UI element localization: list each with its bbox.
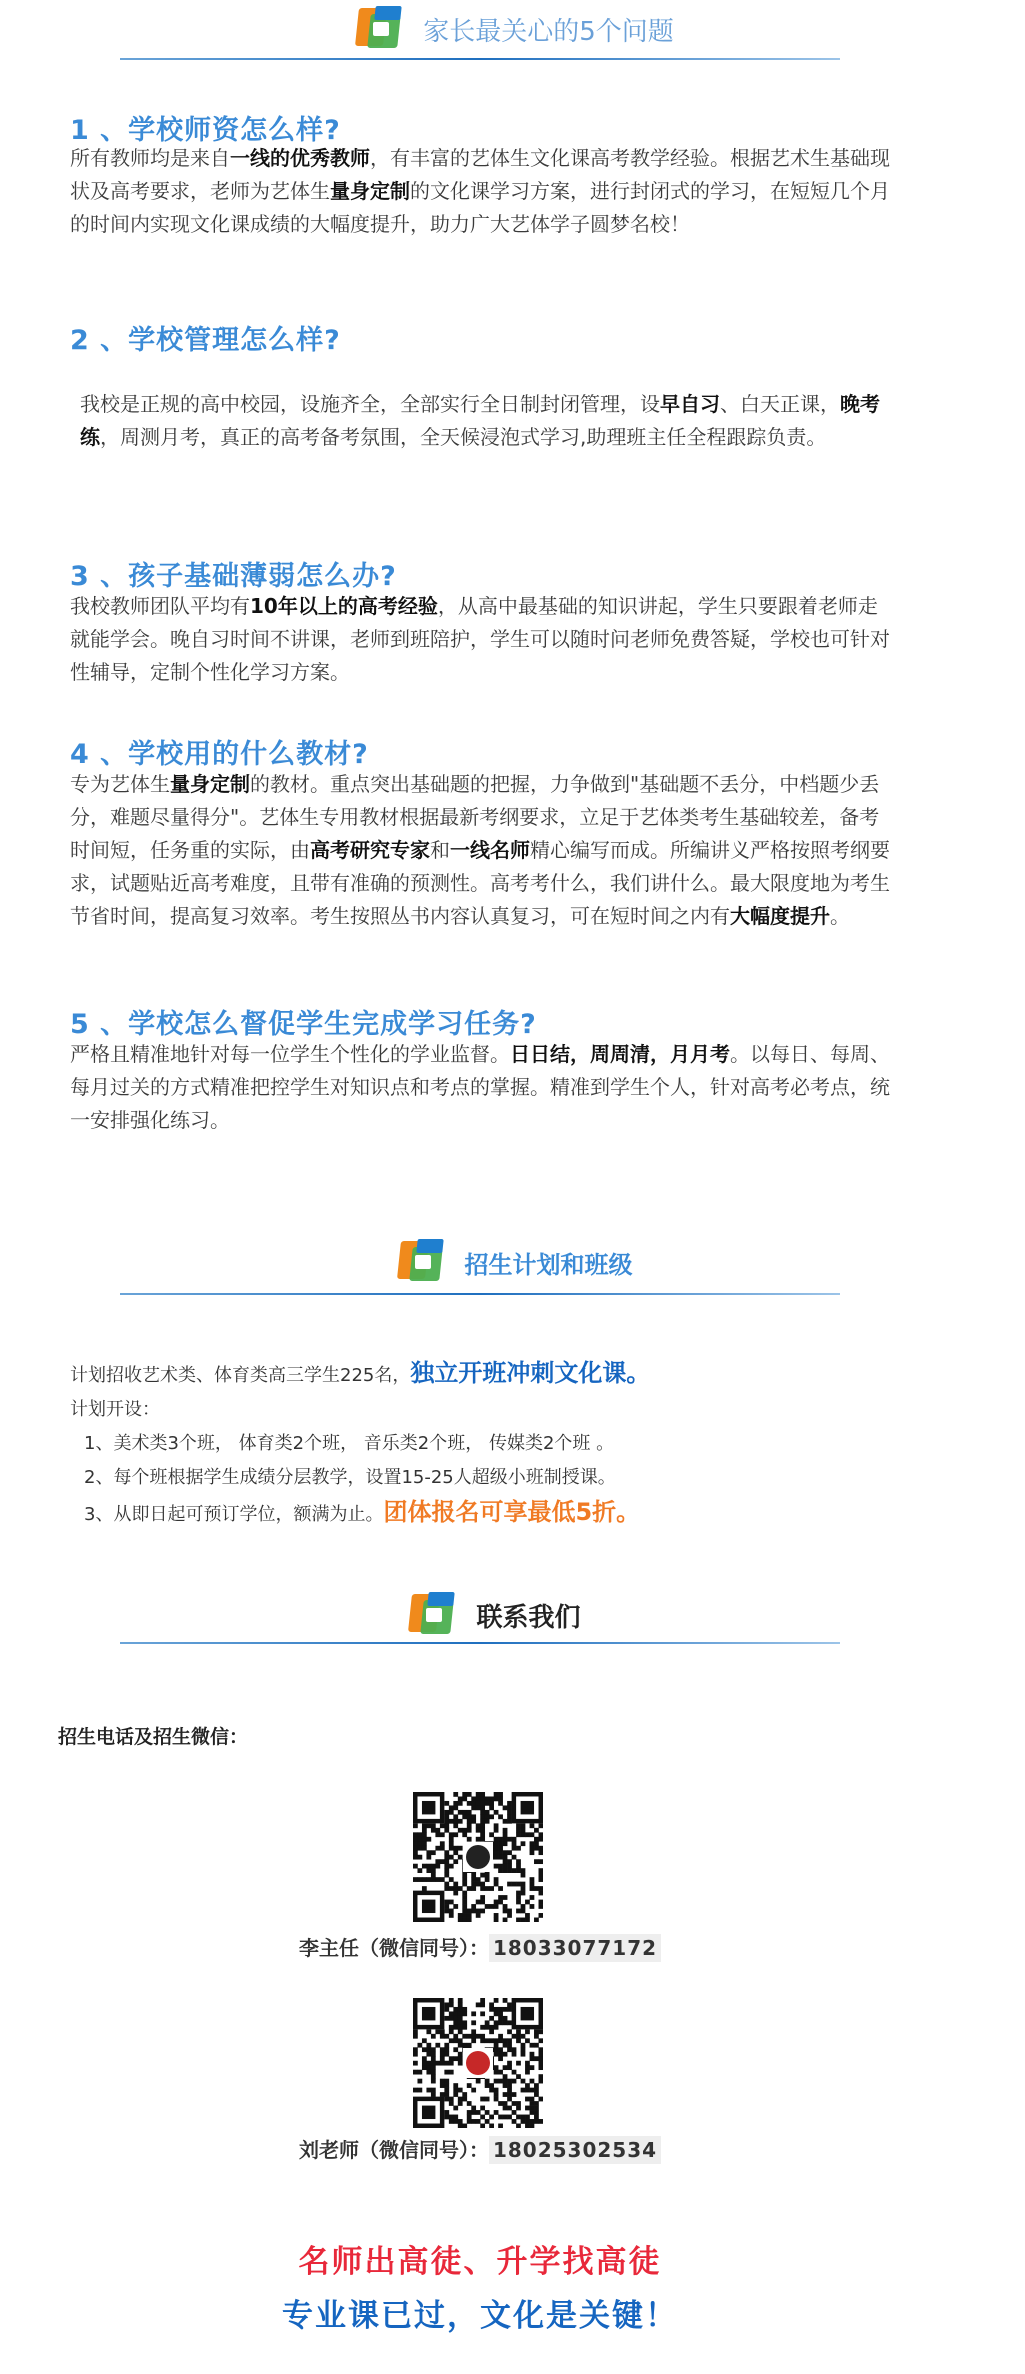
question-title-1: 1 、学校师资怎么样? xyxy=(70,115,341,146)
emphasis-text: 量身定制 xyxy=(330,179,410,203)
plan-intro-highlight: 独立开班冲刺文化课 xyxy=(410,1359,627,1387)
plan-item-2: 2、每个班根据学生成绩分层教学，设置15-25人超级小班制授课。 xyxy=(84,1467,616,1488)
emphasis-text: 晚考练 xyxy=(80,392,880,449)
answer-paragraph-2 xyxy=(80,388,880,454)
paragraph-text: 专为艺体生 xyxy=(70,772,170,796)
paragraph-text: 。以每日、每周、每月过关的方式精准把控学生对知识点和考点的掌握。精准到学生个人，针对高考必考点，统一安排强化练习。 xyxy=(70,1042,890,1132)
divider-line xyxy=(120,58,840,60)
answer-paragraph-4 xyxy=(70,768,890,933)
section-title: 联系我们 xyxy=(476,1602,581,1633)
contact-label: 招生电话及招生微信： xyxy=(58,1726,249,1748)
plan-item-3 xyxy=(70,1495,930,1532)
section-header-contact xyxy=(0,1590,1025,1640)
paragraph-text: ，周测月考，真正的高考备考氛围，全天候浸泡式学习,助理班主任全程跟踪负责。 xyxy=(100,425,827,449)
contact-phone-2[interactable]: 18025302534 xyxy=(489,2136,661,2164)
slogan-line-2: 专业课已过，文化是关键！ xyxy=(282,2298,678,2334)
school-logo-icon xyxy=(351,4,409,54)
paragraph-text: 我校教师团队平均有 xyxy=(70,594,250,618)
divider-line xyxy=(120,1642,840,1644)
plan-item-3-text: 3、从即日起可预订学位，额满为止。 xyxy=(84,1504,384,1525)
paragraph-text: 的文化课学习方案，进行封闭式的学习，在短短几个月的时间内实现文化课成绩的大幅度提升，助力广大艺体学子圆梦名校！ xyxy=(70,179,890,236)
slogan-line-1: 名师出高徒、升学找高徒 xyxy=(298,2244,662,2280)
paragraph-text: 所有教师均是来自 xyxy=(70,146,230,170)
emphasis-text: 高考研究专家 xyxy=(310,838,430,862)
contact-phone-1[interactable]: 18033077172 xyxy=(489,1934,661,1962)
contact-line-1 xyxy=(0,1932,960,1961)
enrollment-plan xyxy=(70,1356,930,1532)
plan-intro xyxy=(70,1356,930,1393)
wechat-qr-code-icon xyxy=(413,1998,543,2128)
paragraph-text: 我校是正规的高中校园，设施齐全，全部实行全日制封闭管理，设 xyxy=(80,392,660,416)
contact-person-1: 李主任（微信同号）： xyxy=(298,1936,489,1960)
paragraph-text: 精心编写而成。所编讲义严格按照考纲要求，试题贴近高考难度，且带有准确的预测性。高考考什么，我们讲什么。最大限度地为考生节省时间，提高复习效率。考生按照丛书内容认真复习，可在短时间之内有 xyxy=(70,838,890,928)
question-title-5: 5 、学校怎么督促学生完成学习任务? xyxy=(70,1009,537,1040)
plan-item-1: 1、美术类3个班， 体育类2个班， 音乐类2个班， 传媒类2个班 。 xyxy=(84,1433,615,1454)
wechat-qr-code-icon xyxy=(413,1792,543,1922)
emphasis-text: 一线名师 xyxy=(450,838,530,862)
question-title-2: 2 、学校管理怎么样? xyxy=(70,325,341,356)
answer-paragraph-1 xyxy=(70,142,890,241)
section-title: 招生计划和班级 xyxy=(464,1250,633,1279)
plan-label: 计划开设： xyxy=(70,1399,160,1420)
paragraph-text: 和 xyxy=(430,838,450,862)
emphasis-text: 大幅度提升 xyxy=(730,904,830,928)
emphasis-text: 10年以上的高考经验 xyxy=(250,594,438,618)
plan-item-3-highlight: 团体报名可享最低5折。 xyxy=(383,1498,641,1526)
paragraph-text: ，有丰富的艺体生文化课高考教学经验。根据艺术生基础现状及高考要求，老师为艺体生 xyxy=(70,146,890,203)
paragraph-text: 。 xyxy=(830,904,850,928)
emphasis-text: 一线的优秀教师 xyxy=(230,146,370,170)
question-title-4: 4 、学校用的什么教材? xyxy=(70,739,369,770)
paragraph-text: ，从高中最基础的知识讲起，学生只要跟着老师走就能学会。晚自习时间不讲课，老师到班陪护，学生可以随时问老师免费答疑，学校也可针对性辅导，定制个性化学习方案。 xyxy=(70,594,890,684)
emphasis-text: 日日结，周周清，月月考 xyxy=(510,1042,730,1066)
section-header-enrollment xyxy=(0,1237,1025,1287)
section-title: 家长最关心的5个问题 xyxy=(423,16,674,47)
school-logo-icon xyxy=(404,1590,462,1640)
paragraph-text: 、白天正课， xyxy=(720,392,840,416)
section-header-faq xyxy=(0,4,1025,54)
question-title-3: 3 、孩子基础薄弱怎么办? xyxy=(70,561,397,592)
paragraph-text: 的教材。重点突出基础题的把握，力争做到"基础题不丢分，中档题少丢分，难题尽量得分"。艺体生专用教材根据最新考纲要求，立足于艺体类考生基础较差，备考时间短，任务重的实际，由 xyxy=(70,772,880,862)
plan-intro-text: 计划招收艺术类、体育类高三学生225名， xyxy=(70,1365,411,1386)
paragraph-text: 严格且精准地针对每一位学生个性化的学业监督。 xyxy=(70,1042,510,1066)
contact-line-2 xyxy=(0,2134,960,2163)
divider-line xyxy=(120,1293,840,1295)
emphasis-text: 量身定制 xyxy=(170,772,250,796)
school-logo-icon xyxy=(393,1237,451,1287)
answer-paragraph-3 xyxy=(70,590,890,689)
answer-paragraph-5 xyxy=(70,1038,890,1137)
contact-person-2: 刘老师（微信同号）： xyxy=(298,2138,489,2162)
emphasis-text: 早自习 xyxy=(660,392,720,416)
plan-intro-end: 。 xyxy=(626,1359,651,1387)
